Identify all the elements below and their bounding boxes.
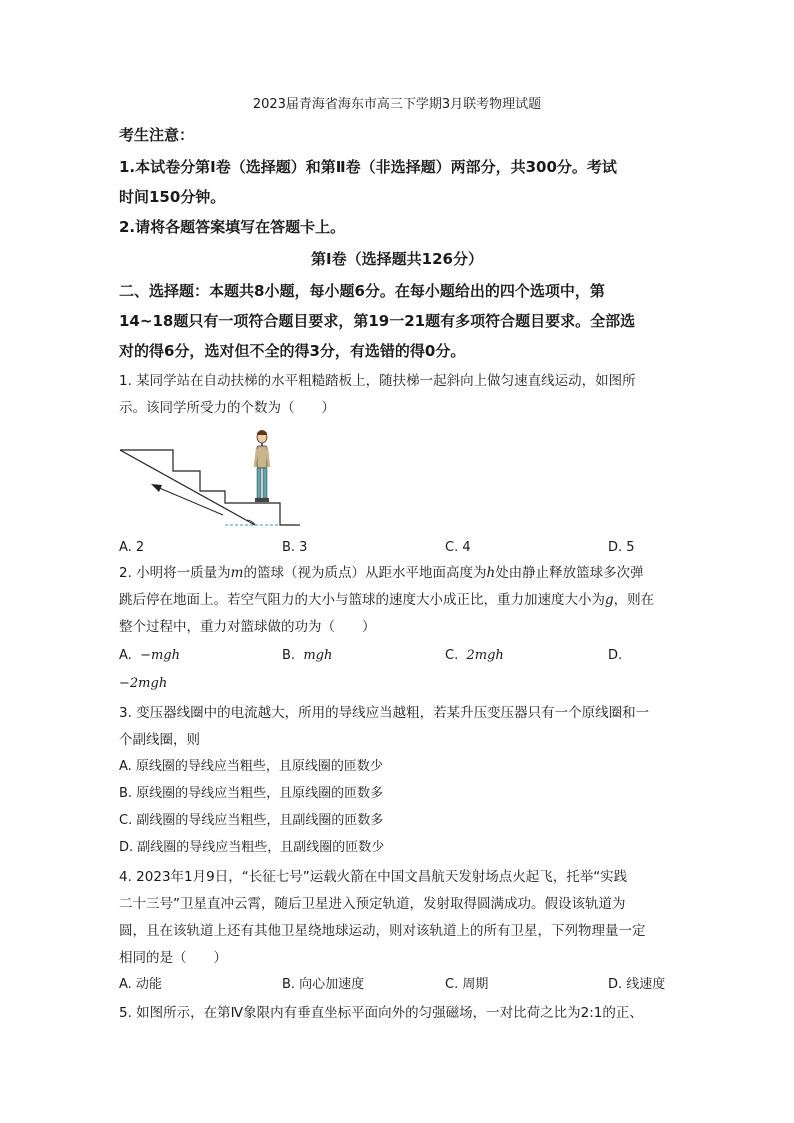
q1-stem-line-2: 示。该同学所受力的个数为（ ） [119, 400, 335, 416]
q2-option-c[interactable] [445, 646, 504, 666]
q2-stem-line-2 [119, 590, 654, 610]
option-expression: −mgh [140, 648, 180, 663]
page-title: 2023届青海省海东市高三下学期3月联考物理试题 [252, 97, 542, 112]
q4-option-b[interactable]: B. 向心加速度 [282, 977, 365, 992]
motion-arrow-icon [151, 484, 223, 515]
mass-symbol: m [230, 565, 244, 581]
q4-option-a[interactable]: A. 动能 [119, 977, 162, 992]
q1-stem-line-1: 1. 某同学站在自动扶梯的水平粗糙踏板上，随扶梯一起斜向上做匀速直线运动，如图所 [119, 373, 636, 389]
notice-line-2: 时间150分钟。 [119, 188, 226, 206]
q2-option-d-expression [119, 674, 167, 694]
q4-stem-line-1: 4. 2023年1月9日，“长征七号”运载火箭在中国文昌航天发射场点火起飞，托举“实践 [119, 869, 628, 885]
q2-text: 2. 小明将一质量为 [119, 565, 231, 581]
q3-option-c[interactable]: C. 副线圈的导线应当粗些，且副线圈的匝数多 [119, 813, 384, 828]
q2-option-a[interactable] [119, 646, 180, 666]
q4-option-d[interactable]: D. 线速度 [608, 977, 666, 992]
q2-text: ，则在 [613, 592, 655, 608]
q3-stem-line-2: 个副线圈，则 [119, 732, 200, 748]
option-label: A. [119, 648, 132, 663]
q1-option-c[interactable]: C. 4 [445, 540, 471, 555]
notice-heading: 考生注意： [119, 126, 195, 144]
section-instructions-line-1: 二、选择题：本题共8小题，每小题6分。在每小题给出的四个选项中，第 [119, 282, 605, 300]
q2-stem-line-3: 整个过程中，重力对篮球做的功为（ ） [119, 619, 376, 635]
height-symbol: h [486, 565, 496, 581]
q3-stem-line-1: 3. 变压器线圈中的电流越大，所用的导线应当越粗，若某升压变压器只有一个原线圈和一 [119, 705, 650, 721]
q1-option-b[interactable]: B. 3 [282, 540, 308, 555]
q5-stem-line-1: 5. 如图所示，在第Ⅳ象限内有垂直坐标平面向外的匀强磁场，一对比荷之比为2:1的正、 [119, 1005, 643, 1021]
escalator-figure [115, 425, 305, 533]
option-expression: mgh [303, 648, 333, 663]
option-label: B. [282, 648, 296, 663]
section-instructions-line-2: 14~18题只有一项符合题目要求，第19一21题有多项符合题目要求。全部选 [119, 312, 636, 330]
q2-text: 的篮球（视为质点）从距水平地面高度为 [243, 565, 487, 581]
escalator-incline-line [120, 450, 255, 525]
q3-option-b[interactable]: B. 原线圈的导线应当粗些，且原线圈的匝数多 [119, 786, 384, 801]
notice-line-3: 2.请将各题答案填写在答题卡上。 [119, 218, 346, 236]
q4-option-c[interactable]: C. 周期 [445, 977, 489, 992]
q2-option-d[interactable]: D. [608, 648, 623, 663]
q3-option-d[interactable]: D. 副线圈的导线应当粗些，且副线圈的匝数少 [119, 840, 385, 855]
q2-text: 跳后停在地面上。若空气阻力的大小与篮球的速度大小成正比，重力加速度大小为 [119, 592, 605, 608]
q1-option-a[interactable]: A. 2 [119, 540, 145, 555]
notice-line-1: 1.本试卷分第Ⅰ卷（选择题）和第Ⅱ卷（非选择题）两部分，共300分。考试 [119, 158, 617, 176]
q2-option-b[interactable] [282, 646, 332, 666]
q1-option-d[interactable]: D. 5 [608, 540, 635, 555]
option-label: C. [445, 648, 459, 663]
option-expression: −2mgh [119, 676, 168, 691]
q2-text: 处由静止释放篮球多次弹 [495, 565, 644, 581]
q4-stem-line-3: 圆，且在该轨道上还有其他卫星绕地球运动，则对该轨道上的所有卫星，下列物理量一定 [119, 923, 646, 939]
q2-stem-line-1 [119, 563, 644, 583]
section-title: 第Ⅰ卷（选择题共126分） [311, 250, 483, 268]
q3-option-a[interactable]: A. 原线圈的导线应当粗些，且原线圈的匝数少 [119, 759, 383, 774]
q4-stem-line-2: 二十三号”卫星直冲云霄，随后卫星进入预定轨道，发射取得圆满成功。假设该轨道为 [119, 896, 626, 912]
gravity-symbol: g [605, 592, 614, 608]
student-figure-icon [255, 430, 269, 502]
q4-stem-line-4: 相同的是（ ） [119, 950, 227, 966]
escalator-stairs [120, 450, 300, 525]
option-expression: 2mgh [466, 648, 504, 663]
section-instructions-line-3: 对的得6分，选对但不全的得3分，有选错的得0分。 [119, 342, 466, 360]
